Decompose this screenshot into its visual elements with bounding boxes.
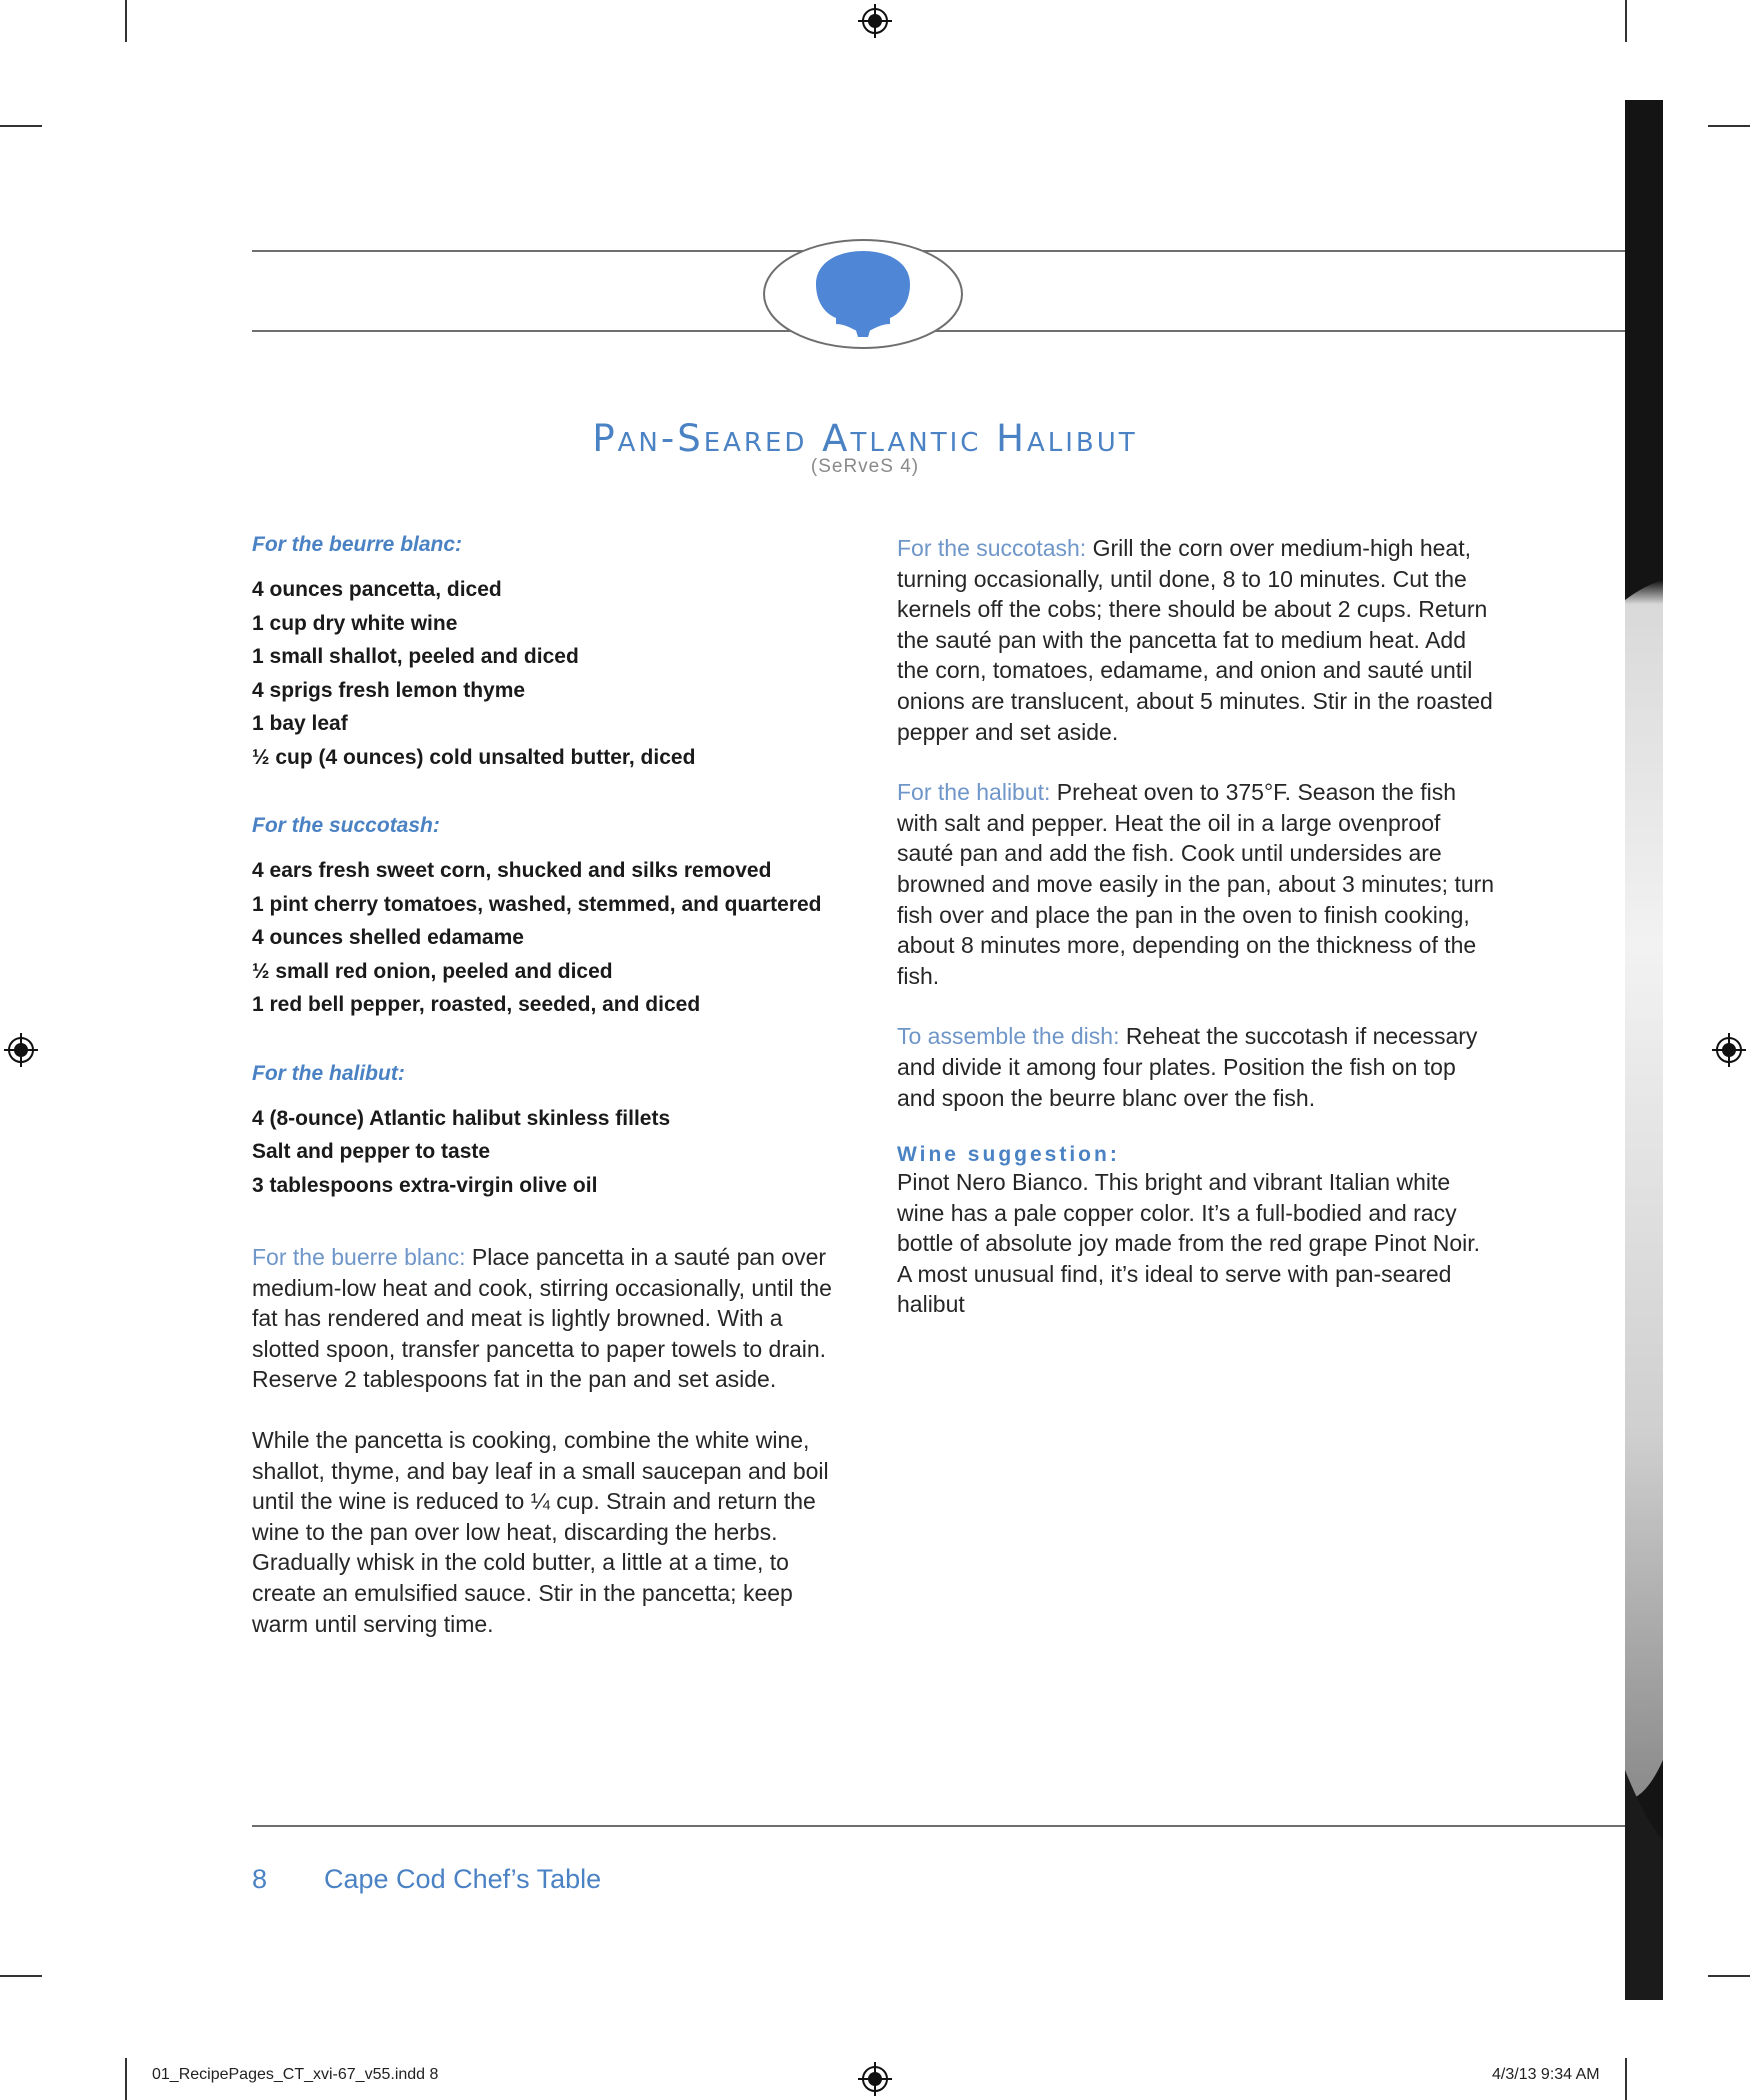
footer-rule [252, 1825, 1625, 1827]
registration-mark-icon [4, 1033, 38, 1067]
crop-mark [1708, 125, 1750, 127]
ingredient-list-succotash [252, 854, 832, 1022]
direction-text: Place pancetta in a sauté pan over medium-low heat and cook, stirring occasionally, until the fat has rendered and meat is lightly browned. With a slotted spoon, transfer pancetta to paper towels to drain. Reserve 2 tablespoons fat in the pan and set aside. [252, 1244, 832, 1393]
side-bleed-tab [1625, 100, 1663, 2000]
ingredient-item: 3 tablespoons extra-virgin olive oil [252, 1173, 598, 1197]
ingredient-item: 4 sprigs fresh lemon thyme [252, 678, 526, 702]
right-column [897, 533, 1497, 1350]
crop-mark [1625, 2058, 1627, 2100]
ingredient-list-beurre-blanc [252, 573, 832, 774]
direction-lead: For the succotash: [897, 535, 1087, 561]
crop-mark [0, 1975, 42, 1977]
wine-suggestion-text: Pinot Nero Bianco. This bright and vibrant Italian white wine has a pale copper color. It’s a full-bodied and racy bottle of absolute joy made from the red grape Pinot Noir. A most unusual find, it’s ideal to serve with pan-seared halibut [897, 1169, 1480, 1318]
ingredient-item: 4 (8-ounce) Atlantic halibut skinless fillets [252, 1106, 671, 1130]
scallop-shell-icon [762, 238, 964, 350]
ingredient-item: Salt and pepper to taste [252, 1140, 491, 1163]
crop-mark [1708, 1975, 1750, 1977]
ingredient-item: ½ cup (4 ounces) cold unsalted butter, diced [252, 745, 696, 769]
ingredient-item: 1 red bell pepper, roasted, seeded, and diced [252, 993, 701, 1016]
registration-mark-icon [858, 2062, 892, 2096]
crop-mark [125, 0, 127, 42]
ingredient-item: 1 pint cherry tomatoes, washed, stemmed, and quartered [252, 892, 822, 916]
direction-assemble [897, 1021, 1497, 1113]
ingredient-item: 4 ounces shelled edamame [252, 926, 524, 949]
direction-lead: To assemble the dish: [897, 1023, 1120, 1050]
servings-note: (SeRveS 4) [810, 456, 920, 477]
registration-mark-icon [1712, 1033, 1746, 1067]
ingredient-item: ½ small red onion, peeled and diced [252, 959, 613, 983]
page-number: 8 [252, 1864, 268, 1894]
registration-mark-icon [858, 4, 892, 38]
direction-beurre-blanc-2: While the pancetta is cooking, combine the white wine, shallot, thyme, and bay leaf in a small saucepan and boil until the wine is reduced to ¼ cup. Strain and return the wine to the pan over low heat, discarding the herbs. Gradually whisk in the cold butter, a little at a time, to create an emulsified sauce. Stir in the pancetta; keep warm until serving time. [252, 1426, 829, 1637]
direction-halibut [897, 777, 1497, 991]
crop-mark [1625, 0, 1627, 42]
ingredient-item: 1 small shallot, peeled and diced [252, 645, 579, 668]
direction-text: Reheat the succotash if necessary and divide it among four plates. Position the fish on top and spoon the beurre blanc over the fish. [897, 1023, 1478, 1111]
ingredients-heading-beurre-blanc: For the beurre blanc: [252, 533, 463, 556]
direction-succotash [897, 533, 1497, 747]
left-column [252, 533, 832, 1669]
ingredient-item: 4 ears fresh sweet corn, shucked and silks removed [252, 859, 772, 882]
direction-lead: For the halibut: [897, 779, 1051, 806]
direction-text: Grill the corn over medium-high heat, turning occasionally, until done, 8 to 10 minutes. Cut the kernels off the cobs; there should be about 2 cups. Return the sauté pan with the pancetta fat to medium heat. Add the corn, tomatoes, edamame, and onion and sauté until onions are translucent, about 5 minutes. Stir in the roasted pepper and set aside. [897, 535, 1493, 745]
direction-lead: For the buerre blanc: [252, 1244, 466, 1270]
running-footer-title: Cape Cod Chef’s Table [324, 1864, 602, 1894]
recipe-title: Pan-Seared Atlantic Halibut [592, 416, 1138, 460]
ingredients-heading-succotash: For the succotash: [252, 814, 440, 837]
ingredient-item: 4 ounces pancetta, diced [252, 578, 502, 601]
direction-beurre-blanc-1 [252, 1242, 832, 1395]
ingredient-item: 1 bay leaf [252, 712, 348, 735]
crop-mark [125, 2058, 127, 2100]
slug-timestamp: 4/3/13 9:34 AM [1492, 2066, 1600, 2083]
ingredient-list-halibut [252, 1102, 832, 1203]
ingredients-heading-halibut: For the halibut: [252, 1061, 405, 1085]
slug-file-name: 01_RecipePages_CT_xvi-67_v55.indd 8 [152, 2066, 439, 2083]
wine-suggestion-heading: Wine suggestion: [897, 1143, 1120, 1167]
crop-mark [0, 125, 42, 127]
ingredient-item: 1 cup dry white wine [252, 611, 458, 635]
direction-text: Preheat oven to 375°F. Season the fish with salt and pepper. Heat the oil in a large ovenproof sauté pan and add the fish. Cook until undersides are browned and move easily in the pan, about 3 minutes; turn fish over and place the pan in the oven to finish cooking, about 8 minutes more, depending on the thickness of the fish. [897, 779, 1495, 989]
